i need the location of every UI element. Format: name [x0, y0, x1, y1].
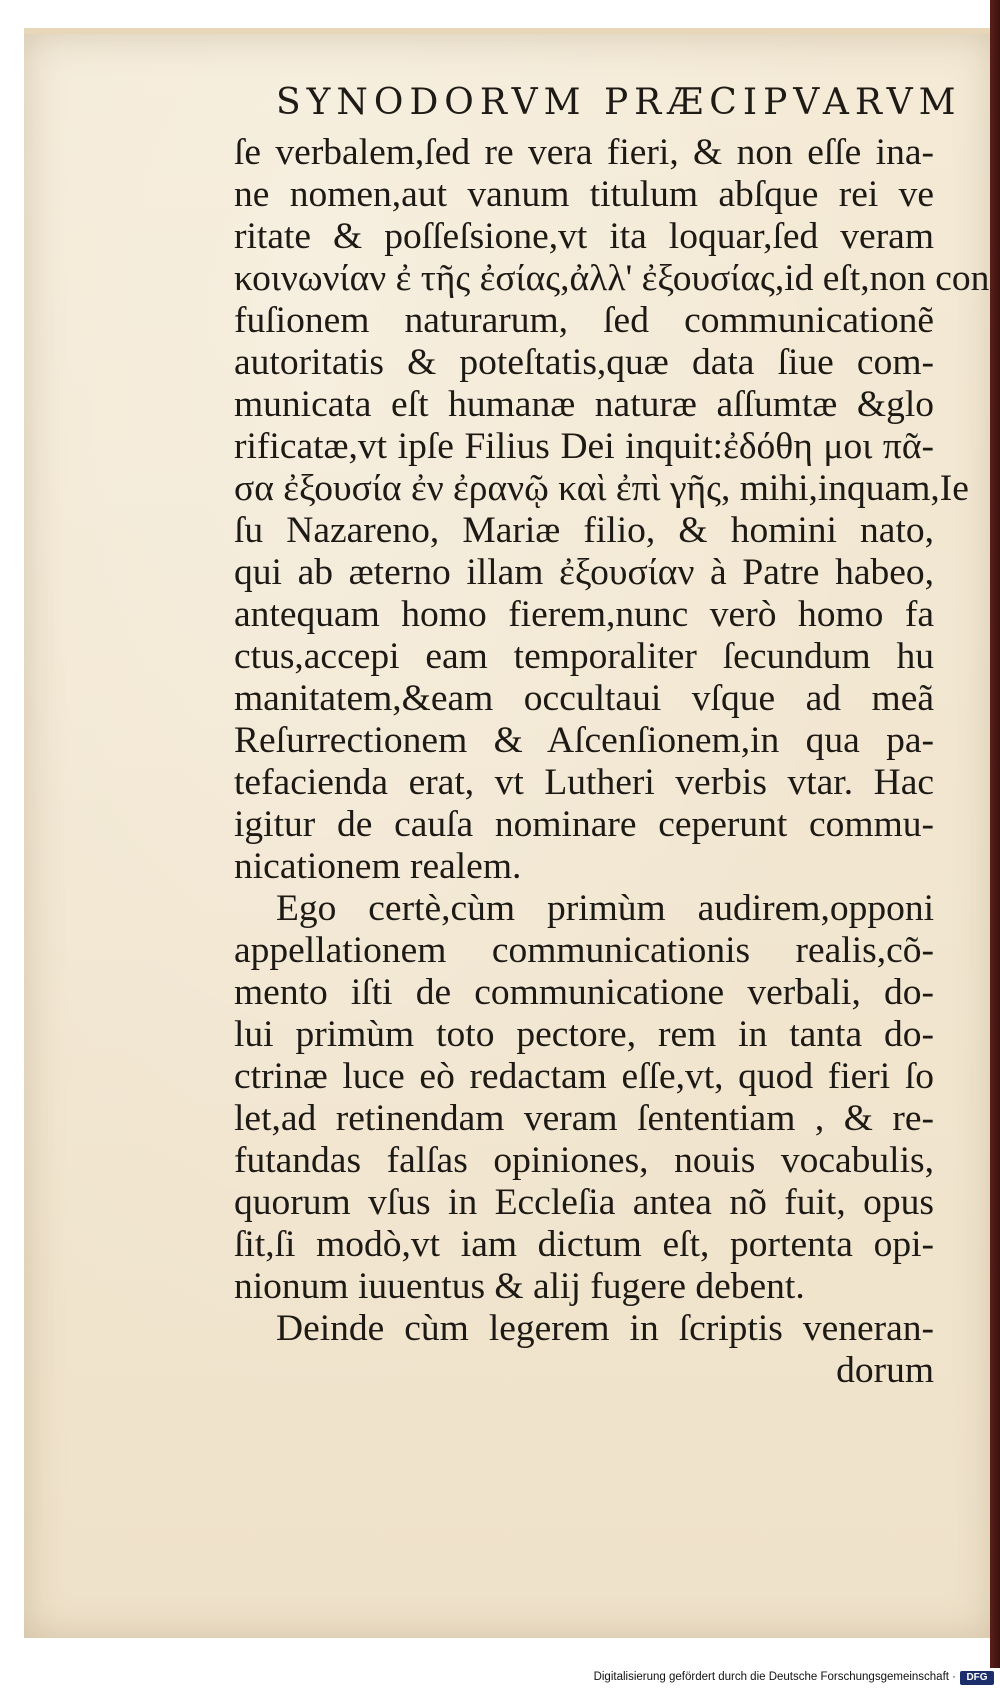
text-line-greek: qui ab æterno illam ἐξουσίαν à Patre habeo,	[234, 552, 934, 593]
text-line: municata eſt humanæ naturæ aſſumtæ &glo	[234, 384, 934, 425]
text-line: ſe verbalem,ſed re vera fieri, & non eſſe ina-	[234, 132, 934, 173]
text-line: manitatem,&eam occultaui vſque ad meã	[234, 678, 934, 719]
text-line: mento iſti de communicatione verbali, do-	[234, 972, 934, 1013]
text-line: ne nomen,aut vanum titulum abſque rei ve	[234, 174, 934, 215]
text-line: ſu Nazareno, Mariæ filio, & homini nato,	[234, 510, 934, 551]
text-line: tefacienda erat, vt Lutheri verbis vtar. Hac	[234, 762, 934, 803]
dfg-logo: DFG	[960, 1671, 994, 1685]
text-line: let,ad retinendam veram ſententiam , & re-	[234, 1098, 934, 1139]
text-line: appellationem communicationis realis,cõ-	[234, 930, 934, 971]
text-line: fuſionem naturarum, ſed communicationẽ	[234, 300, 934, 341]
text-line: antequam homo fierem,nunc verò homo fa	[234, 594, 934, 635]
text-line-greek: κοινωνίαν ἐ τῆς ἐσίας,ἀλλ' ἐξουσίας,id eſt,non con	[234, 258, 990, 299]
text-line: ritate & poſſeſsione,vt ita loquar,ſed veram	[234, 216, 934, 257]
text-line-greek: rificatæ,vt ipſe Filius Dei inquit:ἐδόθη μοι πᾶ-	[234, 426, 934, 467]
running-head: SYNODORVM PRÆCIPVARVM	[276, 82, 962, 123]
text-line: ctus,accepi eam temporaliter ſecundum hu	[234, 636, 934, 677]
text-line: autoritatis & poteſtatis,quæ data ſiue com-	[234, 342, 934, 383]
text-line: igitur de cauſa nominare ceperunt commu-	[234, 804, 934, 845]
body-text	[234, 132, 990, 1392]
text-line: ſit,ſi modò,vt iam dictum eſt, portenta opi-	[234, 1224, 934, 1265]
paragraph-start-line: Ego certè,cùm primùm audirem,opponi	[276, 888, 934, 929]
footer-credit-text: Digitalisierung gefördert durch die Deutsche Forschungsgemeinschaft ·	[593, 1671, 956, 1683]
text-line: nionum iuuentus & alij fugere debent.	[234, 1266, 805, 1307]
text-line: quorum vſus in Eccleſia antea nõ fuit, opus	[234, 1182, 934, 1223]
text-line: futandas falſas opiniones, nouis vocabulis,	[234, 1140, 934, 1181]
text-line: nicationem realem.	[234, 846, 522, 887]
text-line-greek: σα ἐξουσία ἐν ἐρανῷ καὶ ἐπὶ γῆς, mihi,inquam,Ie	[234, 468, 969, 509]
catchword: dorum	[836, 1350, 934, 1391]
book-binding-edge	[990, 0, 1000, 1688]
paragraph-start-line: Deinde cùm legerem in ſcriptis veneran-	[276, 1308, 934, 1349]
text-line: ctrinæ luce eò redactam eſſe,vt, quod fieri ſo	[234, 1056, 934, 1097]
text-line: lui primùm toto pectore, rem in tanta do-	[234, 1014, 934, 1055]
text-line: Reſurrectionem & Aſcenſionem,in qua pa-	[234, 720, 934, 761]
